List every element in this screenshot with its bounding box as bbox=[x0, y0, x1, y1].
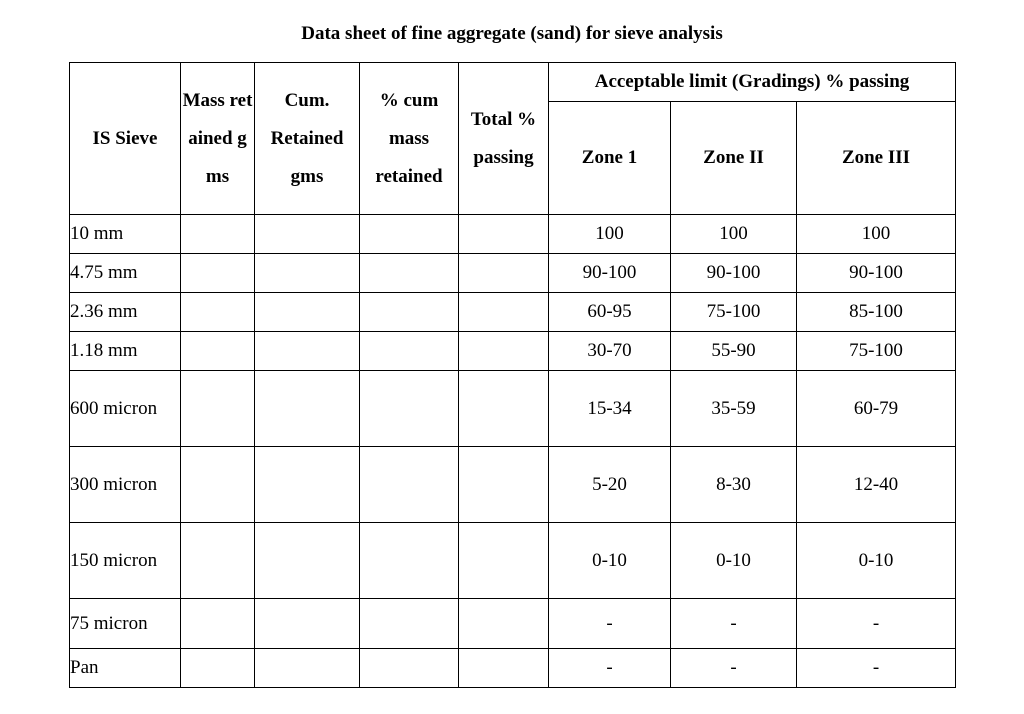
zone-2-limit: - bbox=[671, 599, 797, 649]
zone-2-limit: 90-100 bbox=[671, 254, 797, 293]
table-row bbox=[70, 649, 956, 688]
mass-retained-cell bbox=[181, 599, 255, 649]
zone-1-limit: - bbox=[549, 599, 671, 649]
zone-3-limit: - bbox=[797, 649, 956, 688]
pct-cum-mass-retained-cell bbox=[360, 254, 459, 293]
cum-retained-cell bbox=[255, 599, 360, 649]
zone-1-limit: 30-70 bbox=[549, 332, 671, 371]
header-total-pct-passing: Total % passing bbox=[459, 63, 549, 215]
pct-cum-mass-retained-cell bbox=[360, 293, 459, 332]
zone-3-limit: 75-100 bbox=[797, 332, 956, 371]
mass-retained-cell bbox=[181, 371, 255, 447]
zone-2-limit: 55-90 bbox=[671, 332, 797, 371]
zone-1-limit: 60-95 bbox=[549, 293, 671, 332]
mass-retained-cell bbox=[181, 523, 255, 599]
header-zone-1: Zone 1 bbox=[549, 102, 671, 215]
sieve-size: 150 micron bbox=[70, 523, 181, 599]
table-row bbox=[70, 215, 956, 254]
table-row bbox=[70, 599, 956, 649]
cum-retained-cell bbox=[255, 332, 360, 371]
pct-cum-mass-retained-cell bbox=[360, 332, 459, 371]
cum-retained-cell bbox=[255, 293, 360, 332]
total-pct-passing-cell bbox=[459, 649, 549, 688]
mass-retained-cell bbox=[181, 215, 255, 254]
total-pct-passing-cell bbox=[459, 215, 549, 254]
header-zone-3: Zone III bbox=[797, 102, 956, 215]
zone-1-limit: 15-34 bbox=[549, 371, 671, 447]
table-row bbox=[70, 293, 956, 332]
mass-retained-cell bbox=[181, 332, 255, 371]
sieve-analysis-table bbox=[69, 62, 956, 688]
mass-retained-cell bbox=[181, 649, 255, 688]
table-row bbox=[70, 254, 956, 293]
zone-1-limit: 5-20 bbox=[549, 447, 671, 523]
sieve-size: 1.18 mm bbox=[70, 332, 181, 371]
zone-2-limit: 8-30 bbox=[671, 447, 797, 523]
cum-retained-cell bbox=[255, 523, 360, 599]
sieve-size: 75 micron bbox=[70, 599, 181, 649]
cum-retained-cell bbox=[255, 215, 360, 254]
zone-3-limit: 100 bbox=[797, 215, 956, 254]
table-row bbox=[70, 523, 956, 599]
sieve-size: 300 micron bbox=[70, 447, 181, 523]
zone-3-limit: - bbox=[797, 599, 956, 649]
zone-1-limit: - bbox=[549, 649, 671, 688]
zone-3-limit: 90-100 bbox=[797, 254, 956, 293]
cum-retained-cell bbox=[255, 649, 360, 688]
pct-cum-mass-retained-cell bbox=[360, 599, 459, 649]
mass-retained-cell bbox=[181, 254, 255, 293]
header-acceptable-limit: Acceptable limit (Gradings) % passing bbox=[549, 63, 956, 102]
header-zone-2: Zone II bbox=[671, 102, 797, 215]
sieve-size: 600 micron bbox=[70, 371, 181, 447]
zone-2-limit: 0-10 bbox=[671, 523, 797, 599]
sieve-size: 4.75 mm bbox=[70, 254, 181, 293]
header-mass-retained: Mass retained gms bbox=[181, 63, 255, 215]
zone-1-limit: 100 bbox=[549, 215, 671, 254]
table-row bbox=[70, 332, 956, 371]
zone-3-limit: 12-40 bbox=[797, 447, 956, 523]
sieve-size: 2.36 mm bbox=[70, 293, 181, 332]
pct-cum-mass-retained-cell bbox=[360, 447, 459, 523]
pct-cum-mass-retained-cell bbox=[360, 371, 459, 447]
zone-2-limit: 75-100 bbox=[671, 293, 797, 332]
zone-1-limit: 90-100 bbox=[549, 254, 671, 293]
total-pct-passing-cell bbox=[459, 371, 549, 447]
mass-retained-cell bbox=[181, 447, 255, 523]
table-row bbox=[70, 371, 956, 447]
total-pct-passing-cell bbox=[459, 599, 549, 649]
total-pct-passing-cell bbox=[459, 447, 549, 523]
table-row bbox=[70, 447, 956, 523]
pct-cum-mass-retained-cell bbox=[360, 523, 459, 599]
total-pct-passing-cell bbox=[459, 254, 549, 293]
zone-2-limit: 35-59 bbox=[671, 371, 797, 447]
zone-3-limit: 0-10 bbox=[797, 523, 956, 599]
header-pct-cum-mass-retained: % cum mass retained bbox=[360, 63, 459, 215]
total-pct-passing-cell bbox=[459, 523, 549, 599]
pct-cum-mass-retained-cell bbox=[360, 215, 459, 254]
cum-retained-cell bbox=[255, 254, 360, 293]
sieve-size: 10 mm bbox=[70, 215, 181, 254]
zone-1-limit: 0-10 bbox=[549, 523, 671, 599]
zone-2-limit: 100 bbox=[671, 215, 797, 254]
header-cum-retained: Cum. Retained gms bbox=[255, 63, 360, 215]
zone-3-limit: 85-100 bbox=[797, 293, 956, 332]
zone-3-limit: 60-79 bbox=[797, 371, 956, 447]
pct-cum-mass-retained-cell bbox=[360, 649, 459, 688]
sheet-title: Data sheet of fine aggregate (sand) for sieve analysis bbox=[301, 23, 723, 44]
total-pct-passing-cell bbox=[459, 293, 549, 332]
mass-retained-cell bbox=[181, 293, 255, 332]
cum-retained-cell bbox=[255, 447, 360, 523]
total-pct-passing-cell bbox=[459, 332, 549, 371]
header-is-sieve: IS Sieve bbox=[70, 63, 181, 215]
sieve-size: Pan bbox=[70, 649, 181, 688]
cum-retained-cell bbox=[255, 371, 360, 447]
zone-2-limit: - bbox=[671, 649, 797, 688]
